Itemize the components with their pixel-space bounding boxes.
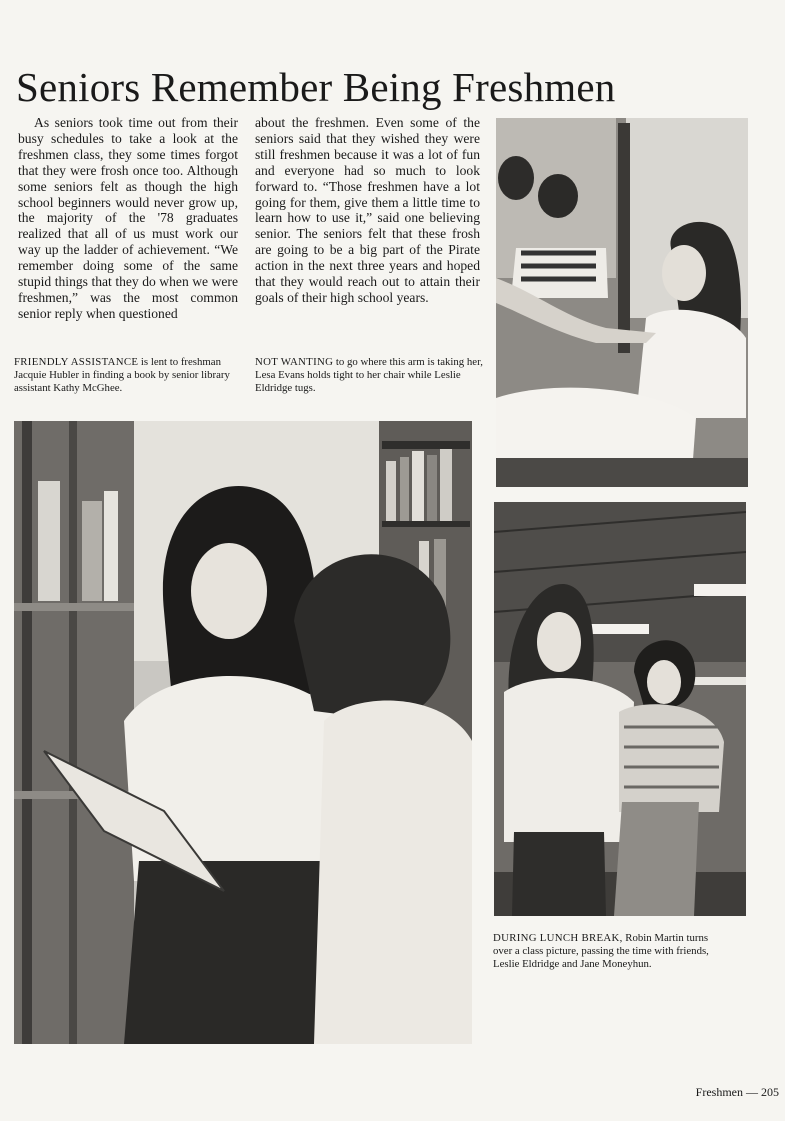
caption-lunch-break (493, 932, 723, 972)
story-column-2: about the freshmen. Even some of the seniors said that they wished they were still freshmen because it was a lot of fun and everyone had so much to look forward to. “Those freshmen have a lot going for them, give them a little time to learn how to use it,” said one believing senior. The seniors felt that these frosh are going to be a big part of the Pirate action in the next three years and hoped that they would reach out to attain their goals of their high school years. (255, 115, 480, 305)
caption-library-text: is lent to freshman Jacquie Hubler in finding a book by senior library assistant Kathy McGhee. (14, 356, 230, 395)
caption-arm-tug-lead: NOT WANTING (255, 356, 334, 368)
arm-tug-photo (496, 118, 748, 487)
folio-separator: — (743, 1085, 761, 1099)
caption-arm-tug-text: to go where this arm is taking her, Lesa Evans holds tight to her chair while Leslie Eldridge tugs. (255, 356, 483, 395)
lunch-break-photo (494, 502, 746, 916)
caption-library-lead: FRIENDLY ASSISTANCE (14, 356, 139, 368)
page-folio (696, 1085, 779, 1100)
page-number: 205 (761, 1085, 779, 1099)
page-headline: Seniors Remember Being Freshmen (16, 64, 616, 110)
caption-lunch-break-lead: DURING LUNCH BREAK, (493, 932, 623, 944)
story-column-1: As seniors took time out from their busy schedules to take a look at the freshmen class, they some times forgot that they were frosh once too. Although some seniors felt as though the high school beginners would never grow up, the majority of the '78 graduates realized that all of us must work our way up the ladder of achievement. “We remember doing some of the same stupid things that they do when we were freshmen,” was the most common senior reply when questioned (18, 115, 238, 321)
caption-lunch-break-text: Robin Martin turns over a class picture, passing the time with friends, Leslie Eldridge and Jane Moneyhun. (493, 932, 709, 971)
caption-library (14, 356, 242, 396)
folio-section: Freshmen (695, 1085, 743, 1099)
caption-arm-tug (255, 356, 483, 396)
library-photo (14, 421, 472, 1044)
